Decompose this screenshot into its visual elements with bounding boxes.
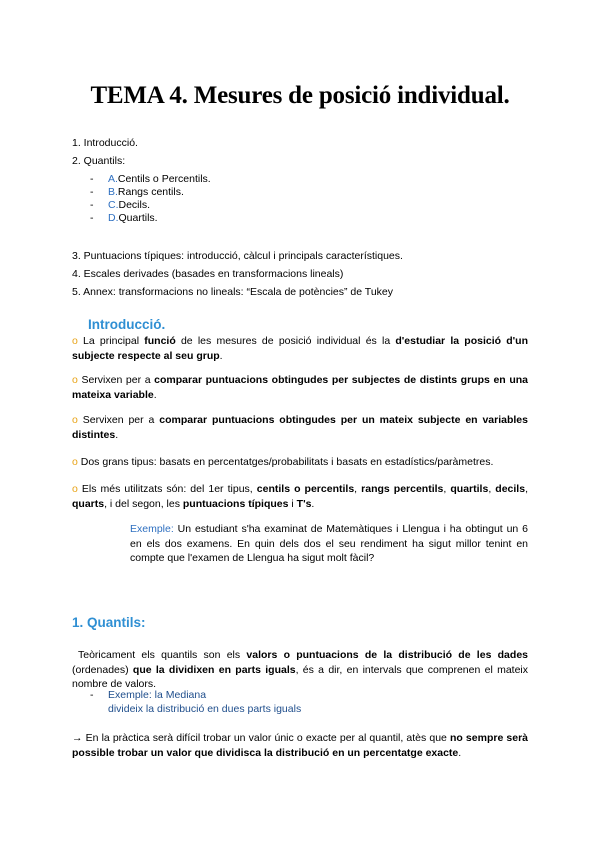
text: Servixen per a: [77, 414, 160, 426]
bold-text: decils: [495, 483, 526, 495]
document-title: TEMA 4. Mesures de posició individual.: [90, 82, 510, 109]
bold-text: que la dividixen en parts iguals: [132, 663, 296, 676]
text: de les mesures de posició individual és la: [175, 335, 396, 347]
toc-sub-c: [90, 199, 150, 212]
toc-sub-b: [90, 186, 184, 199]
sub-letter: A.: [108, 173, 118, 185]
toc-item-1: 1. Introducció.: [72, 137, 138, 149]
intro-paragraph-2: [72, 373, 528, 402]
dash: -: [90, 212, 94, 224]
text: ,: [443, 483, 451, 495]
bold-text: valors o puntuacions de la distribució de les dades: [246, 649, 528, 661]
sub-letter: D.: [108, 212, 119, 224]
quantils-example-text: divideix la distribució en dues parts iguals: [108, 703, 302, 715]
text: .: [153, 388, 157, 401]
quantils-paragraph-2: [72, 731, 528, 760]
intro-paragraph-3: [72, 413, 528, 442]
bold-text: T's: [296, 497, 312, 510]
bold-text: no sempre serà possible trobar un valor que dividisca la distribució en un percentatge exacte: [72, 732, 528, 759]
sub-text: Quartils.: [118, 212, 158, 224]
bullet-icon: o: [72, 335, 78, 347]
toc-sub-a: [90, 173, 211, 186]
sub-text: Decils.: [118, 199, 151, 211]
bold-text: quartils: [450, 483, 489, 495]
text: → En la pràctica serà difícil trobar un valor únic o exacte per al quantil, atès que: [72, 732, 450, 744]
text: Dos grans tipus: basats en percentatges/probabilitats i basats en estadístics/paràmetres.: [77, 456, 494, 468]
sub-text: Rangs centils.: [117, 186, 184, 198]
text: .: [115, 428, 119, 441]
bullet-icon: o: [72, 414, 78, 426]
toc-item-3: 3. Puntuacions típiques: introducció, càlcul i principals característiques.: [72, 250, 403, 262]
intro-paragraph-1: [72, 334, 528, 363]
intro-example: [130, 522, 528, 566]
text: , és a dir, en intervals que comprenen el mateix nombre de valors.: [72, 663, 528, 690]
bold-text: funció: [144, 335, 176, 347]
sub-text: Centils o Percentils.: [117, 173, 211, 185]
text: Teòricament els quantils son els: [78, 649, 247, 661]
toc-sub-d: [90, 212, 158, 225]
text: ,: [525, 483, 528, 495]
example-label: Exemple:: [130, 523, 174, 535]
dash: -: [90, 186, 94, 198]
bold-text: quarts: [72, 497, 105, 510]
text: .: [458, 746, 462, 759]
dash: -: [90, 173, 94, 185]
text: ,: [354, 483, 362, 495]
bold-text: centils o percentils: [256, 483, 355, 495]
toc-item-5: 5. Annex: transformacions no lineals: “Escala de potències” de Tukey: [72, 286, 394, 298]
text: ,: [488, 483, 496, 495]
bullet-icon: o: [72, 456, 78, 468]
dash: -: [90, 689, 94, 701]
toc-item-2: 2. Quantils:: [72, 155, 126, 167]
quantils-example: [90, 689, 206, 702]
sub-letter: B.: [108, 186, 118, 198]
bold-text: comparar puntuacions obtingudes per subjectes de distints grups en una mateixa variable: [72, 374, 528, 401]
intro-heading: Introducció.: [88, 317, 166, 332]
quantils-paragraph-1: [72, 648, 528, 692]
text: La principal: [77, 335, 145, 347]
bold-text: d'estudiar la posició d'un subjecte respecte al seu grup: [72, 335, 528, 362]
toc-item-4: 4. Escales derivades (basades en transformacions lineals): [72, 268, 344, 280]
example-text: Un estudiant s'ha examinat de Matemàtiques i Llengua i ha obtingut un 6 en els dos examens. En quin dels dos el seu rendiment ha sigut millor tenint en compte que l'examen de Llengua ha sigut molt fàcil?: [130, 523, 528, 564]
text: .: [311, 497, 315, 510]
text: Els més utilitzats són: del 1er tipus,: [77, 483, 257, 495]
text: (ordenades): [72, 663, 133, 676]
sub-letter: C.: [108, 199, 119, 211]
example-label: Exemple: la Mediana: [108, 689, 207, 701]
intro-paragraph-5: [72, 482, 528, 511]
text: i: [288, 497, 297, 510]
bold-text: comparar puntuacions obtingudes per un mateix subjecte en variables distintes: [72, 414, 528, 441]
intro-paragraph-4: [72, 455, 528, 470]
bullet-icon: o: [72, 374, 78, 386]
quantils-heading: 1. Quantils:: [72, 615, 146, 630]
bold-text: puntuacions típiques: [182, 497, 289, 510]
text: Servixen per a: [77, 374, 155, 386]
text: .: [219, 349, 223, 362]
dash: -: [90, 199, 94, 211]
bullet-icon: o: [72, 483, 78, 495]
text: , i del segon, les: [104, 497, 183, 510]
bold-text: rangs percentils: [361, 483, 444, 495]
